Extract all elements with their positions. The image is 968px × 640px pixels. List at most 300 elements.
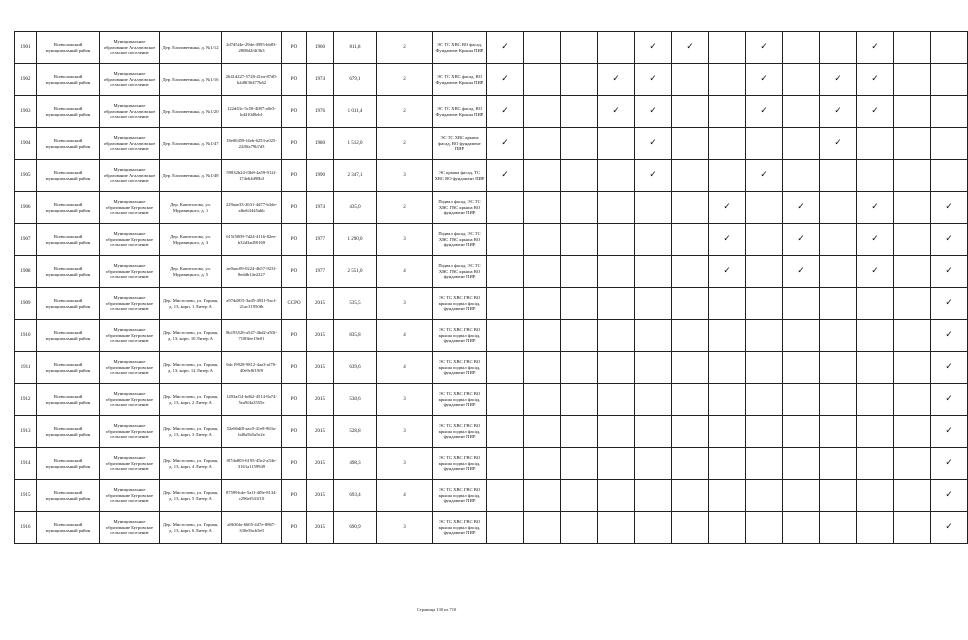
check-cell — [598, 256, 635, 288]
address-cell: Дер. Капитолово, ул. Муравицкого, д. 1 — [160, 192, 222, 224]
district-cell: Всеволожский муниципальный район — [37, 352, 100, 384]
guid-cell: 6dc19928-9812-4aa3-af70-40e9c8f19f9 — [222, 352, 282, 384]
check-cell — [635, 480, 672, 512]
district-cell: Всеволожский муниципальный район — [37, 288, 100, 320]
area-cell: 679,1 — [334, 64, 377, 96]
row-number: 1901 — [15, 32, 37, 64]
check-cell — [598, 32, 635, 64]
check-cell — [746, 160, 783, 192]
check-cell — [561, 160, 598, 192]
ownership-form-cell: ССРО — [282, 288, 307, 320]
check-cell — [894, 224, 931, 256]
floors-cell: 2 — [377, 96, 433, 128]
check-cell — [894, 480, 931, 512]
area-cell: 538,6 — [334, 384, 377, 416]
check-cell — [635, 128, 672, 160]
district-cell: Всеволожский муниципальный район — [37, 192, 100, 224]
check-cell — [672, 512, 709, 544]
district-cell: Всеволожский муниципальный район — [37, 416, 100, 448]
check-mark-icon: ✓ — [834, 138, 842, 148]
check-cell — [857, 416, 894, 448]
check-mark-icon: ✓ — [760, 170, 768, 180]
floors-cell: 2 — [377, 192, 433, 224]
address-cell: Дер. Мистолово, ул. Горная, д. 13, корп. 5 Литер А — [160, 480, 222, 512]
check-mark-icon: ✓ — [760, 42, 768, 52]
floors-cell: 4 — [377, 352, 433, 384]
check-cell — [561, 416, 598, 448]
settlement-cell: Муниципальное образование Бугровское сельское поселение — [100, 288, 160, 320]
guid-cell: f07da803-6195-45e2-a54e-3161a1159949 — [222, 448, 282, 480]
guid-cell: 52e66df8-aac0-41e8-963a-bd0a5b5a5e2e — [222, 416, 282, 448]
check-cell — [894, 448, 931, 480]
check-cell — [598, 160, 635, 192]
table-row — [15, 256, 968, 288]
check-cell — [820, 128, 857, 160]
check-cell — [487, 512, 524, 544]
check-cell — [709, 256, 746, 288]
check-cell — [857, 320, 894, 352]
check-cell — [487, 288, 524, 320]
floors-cell: 2 — [377, 32, 433, 64]
area-cell: 690,9 — [334, 512, 377, 544]
check-cell — [820, 192, 857, 224]
ownership-form-cell: РО — [282, 416, 307, 448]
check-mark-icon: ✓ — [871, 202, 879, 212]
works-cell: Подвал фасад, ЭС ТС ХВС ГВС крыша ВО фундамент ПИР — [433, 224, 487, 256]
check-cell — [746, 416, 783, 448]
check-mark-icon: ✓ — [945, 234, 953, 244]
district-cell: Всеволожский муниципальный район — [37, 160, 100, 192]
address-cell: Дер. Елизаветинка, д. №1/20 — [160, 96, 222, 128]
district-cell: Всеволожский муниципальный район — [37, 480, 100, 512]
settlement-cell: Муниципальное образование Агалатовское сельское поселение — [100, 32, 160, 64]
check-cell — [783, 512, 820, 544]
check-mark-icon: ✓ — [834, 106, 842, 116]
check-cell — [635, 384, 672, 416]
year-cell: 1960 — [307, 32, 334, 64]
check-cell — [635, 320, 672, 352]
year-cell: 1974 — [307, 192, 334, 224]
check-cell — [783, 64, 820, 96]
check-cell — [598, 352, 635, 384]
check-cell — [487, 96, 524, 128]
table-row — [15, 288, 968, 320]
district-cell: Всеволожский муниципальный район — [37, 32, 100, 64]
check-cell — [783, 96, 820, 128]
year-cell: 2015 — [307, 352, 334, 384]
ownership-form-cell: РО — [282, 320, 307, 352]
area-cell: 2 347,1 — [334, 160, 377, 192]
check-cell — [820, 416, 857, 448]
district-cell: Всеволожский муниципальный район — [37, 448, 100, 480]
year-cell: 1976 — [307, 96, 334, 128]
address-cell: Дер. Елизаветинка, д. №1/48 — [160, 160, 222, 192]
check-mark-icon: ✓ — [501, 42, 509, 52]
check-cell — [487, 256, 524, 288]
row-number: 1904 — [15, 128, 37, 160]
check-mark-icon: ✓ — [723, 266, 731, 276]
address-cell: Дер. Мистолово, ул. Горная, д. 13, корп. 2 Литер А — [160, 384, 222, 416]
ownership-form-cell: РО — [282, 96, 307, 128]
works-cell: ЭС ТС ХВС ГВС ВО крыша подвал фасад, фундамент ПИР — [433, 288, 487, 320]
table-row — [15, 224, 968, 256]
check-cell — [820, 288, 857, 320]
ownership-form-cell: РО — [282, 32, 307, 64]
check-cell — [709, 96, 746, 128]
area-cell: 693,4 — [334, 480, 377, 512]
district-cell: Всеволожский муниципальный район — [37, 96, 100, 128]
check-cell — [931, 96, 968, 128]
check-cell — [709, 128, 746, 160]
check-cell — [635, 352, 672, 384]
check-mark-icon: ✓ — [945, 490, 953, 500]
ownership-form-cell: РО — [282, 448, 307, 480]
area-cell: 1 011,4 — [334, 96, 377, 128]
check-mark-icon: ✓ — [797, 266, 805, 276]
check-cell — [487, 320, 524, 352]
row-number: 1906 — [15, 192, 37, 224]
floors-cell: 2 — [377, 128, 433, 160]
year-cell: 1977 — [307, 256, 334, 288]
check-mark-icon: ✓ — [871, 234, 879, 244]
check-cell — [561, 32, 598, 64]
guid-cell: 8b193526-a547-4bd2-a50f-7180fee19e01 — [222, 320, 282, 352]
address-cell: Дер. Мистолово, ул. Горная, д. 13, корп. 12 Литер А — [160, 352, 222, 384]
check-cell — [931, 256, 968, 288]
ownership-form-cell: РО — [282, 224, 307, 256]
check-cell — [820, 224, 857, 256]
check-cell — [783, 384, 820, 416]
check-cell — [783, 224, 820, 256]
table-row — [15, 320, 968, 352]
check-cell — [931, 224, 968, 256]
check-cell — [561, 64, 598, 96]
check-cell — [857, 96, 894, 128]
check-cell — [746, 384, 783, 416]
check-cell — [931, 416, 968, 448]
check-cell — [709, 416, 746, 448]
check-cell — [598, 416, 635, 448]
settlement-cell: Муниципальное образование Бугровское сельское поселение — [100, 256, 160, 288]
check-cell — [931, 448, 968, 480]
works-cell: ЭС ТС ХВС ГВС ВО крыша подвал фасад, фундамент ПИР — [433, 512, 487, 544]
check-cell — [709, 64, 746, 96]
check-cell — [857, 480, 894, 512]
guid-cell: 122d43c-5c58-4087-a0e3-bd410d9eb1 — [222, 96, 282, 128]
check-cell — [820, 256, 857, 288]
guid-cell: ae0aac09-0224-4b57-923f-8eddb14e2227 — [222, 256, 282, 288]
ownership-form-cell: РО — [282, 512, 307, 544]
check-cell — [561, 384, 598, 416]
address-cell: Дер. Елизаветинка, д. №1/16 — [160, 64, 222, 96]
check-cell — [635, 512, 672, 544]
check-cell — [672, 96, 709, 128]
ownership-form-cell: РО — [282, 352, 307, 384]
check-cell — [635, 32, 672, 64]
settlement-cell: Муниципальное образование Бугровское сельское поселение — [100, 224, 160, 256]
row-number: 1908 — [15, 256, 37, 288]
check-cell — [931, 64, 968, 96]
guid-cell: 2641d227-5728-41ea-87d0-b2d8f36477b62 — [222, 64, 282, 96]
guid-cell: 2d7d5f4e-29de-4995-bb83-2808d2f4f3b3 — [222, 32, 282, 64]
check-cell — [857, 384, 894, 416]
district-cell: Всеволожский муниципальный район — [37, 224, 100, 256]
check-cell — [746, 96, 783, 128]
check-cell — [524, 32, 561, 64]
settlement-cell: Муниципальное образование Агалатовское сельское поселение — [100, 128, 160, 160]
check-cell — [746, 320, 783, 352]
check-cell — [561, 288, 598, 320]
check-cell — [598, 192, 635, 224]
check-cell — [894, 512, 931, 544]
floors-cell: 3 — [377, 416, 433, 448]
check-mark-icon: ✓ — [945, 394, 953, 404]
ownership-form-cell: РО — [282, 480, 307, 512]
ownership-form-cell: РО — [282, 384, 307, 416]
check-mark-icon: ✓ — [760, 106, 768, 116]
check-cell — [561, 512, 598, 544]
table-row — [15, 448, 968, 480]
check-cell — [820, 160, 857, 192]
check-cell — [598, 448, 635, 480]
ownership-form-cell: РО — [282, 192, 307, 224]
floors-cell: 4 — [377, 256, 433, 288]
check-cell — [931, 384, 968, 416]
check-cell — [672, 256, 709, 288]
settlement-cell: Муниципальное образование Агалатовское сельское поселение — [100, 96, 160, 128]
check-mark-icon: ✓ — [649, 74, 657, 84]
check-cell — [598, 64, 635, 96]
works-cell: ЭС ТС ХВС ГВС ВО крыша подвал фасад, фундамент ПИР — [433, 320, 487, 352]
check-mark-icon: ✓ — [871, 266, 879, 276]
floors-cell: 3 — [377, 160, 433, 192]
check-cell — [820, 320, 857, 352]
check-cell — [598, 224, 635, 256]
check-cell — [561, 128, 598, 160]
check-cell — [783, 256, 820, 288]
table-row — [15, 384, 968, 416]
check-cell — [783, 320, 820, 352]
check-cell — [894, 352, 931, 384]
address-cell: Дер. Капитолово, ул. Муравицкого, д. 3 — [160, 224, 222, 256]
check-cell — [894, 32, 931, 64]
check-cell — [524, 416, 561, 448]
check-cell — [635, 416, 672, 448]
check-cell — [746, 480, 783, 512]
check-cell — [894, 128, 931, 160]
check-cell — [931, 160, 968, 192]
check-cell — [709, 480, 746, 512]
ownership-form-cell: РО — [282, 160, 307, 192]
table-row — [15, 96, 968, 128]
check-mark-icon: ✓ — [501, 170, 509, 180]
check-cell — [487, 480, 524, 512]
check-cell — [931, 192, 968, 224]
year-cell: 1990 — [307, 160, 334, 192]
row-number: 1913 — [15, 416, 37, 448]
settlement-cell: Муниципальное образование Агалатовское сельское поселение — [100, 160, 160, 192]
ownership-form-cell: РО — [282, 64, 307, 96]
check-cell — [931, 32, 968, 64]
works-cell: ЭС ТС ХВС ВО фасад, Фундамент Крыша ПИР — [433, 32, 487, 64]
check-cell — [672, 128, 709, 160]
district-cell: Всеволожский муниципальный район — [37, 384, 100, 416]
check-cell — [672, 384, 709, 416]
settlement-cell: Муниципальное образование Бугровское сельское поселение — [100, 480, 160, 512]
table-row — [15, 128, 968, 160]
check-mark-icon: ✓ — [945, 298, 953, 308]
check-cell — [672, 320, 709, 352]
check-cell — [746, 352, 783, 384]
check-cell — [561, 480, 598, 512]
check-cell — [487, 448, 524, 480]
check-cell — [524, 512, 561, 544]
guid-cell: 87599fcde-5a1f-4f8e-8134-c296ef541f10 — [222, 480, 282, 512]
check-cell — [635, 64, 672, 96]
check-cell — [857, 288, 894, 320]
check-cell — [672, 352, 709, 384]
district-cell: Всеволожский муниципальный район — [37, 256, 100, 288]
check-cell — [820, 32, 857, 64]
check-cell — [709, 384, 746, 416]
settlement-cell: Муниципальное образование Агалатовское сельское поселение — [100, 64, 160, 96]
address-cell: Дер. Мистолово, ул. Горная, д. 13, корп. 3 Литер А — [160, 416, 222, 448]
check-cell — [487, 64, 524, 96]
address-cell: Дер. Мистолово, ул. Горная, д. 13, корп. 1 Литер А — [160, 288, 222, 320]
check-cell — [672, 192, 709, 224]
check-cell — [709, 160, 746, 192]
check-cell — [709, 448, 746, 480]
check-cell — [487, 352, 524, 384]
area-cell: 1 290,0 — [334, 224, 377, 256]
check-cell — [783, 160, 820, 192]
check-mark-icon: ✓ — [501, 138, 509, 148]
check-cell — [931, 352, 968, 384]
check-cell — [894, 416, 931, 448]
check-mark-icon: ✓ — [871, 74, 879, 84]
check-cell — [783, 416, 820, 448]
address-cell: Дер. Мистолово, ул. Горная, д. 13, корп. 4 Литер А — [160, 448, 222, 480]
district-cell: Всеволожский муниципальный район — [37, 128, 100, 160]
check-cell — [709, 288, 746, 320]
check-cell — [894, 256, 931, 288]
guid-cell: a97dd815-3ad5-4931-9acf-21ac31950fb — [222, 288, 282, 320]
check-cell — [635, 96, 672, 128]
year-cell: 2015 — [307, 384, 334, 416]
check-cell — [561, 320, 598, 352]
check-cell — [561, 96, 598, 128]
area-cell: 435,0 — [334, 192, 377, 224]
check-cell — [524, 96, 561, 128]
row-number: 1902 — [15, 64, 37, 96]
check-mark-icon: ✓ — [834, 74, 842, 84]
table-row — [15, 160, 968, 192]
check-cell — [487, 32, 524, 64]
year-cell: 2015 — [307, 320, 334, 352]
settlement-cell: Муниципальное образование Бугровское сельское поселение — [100, 416, 160, 448]
check-mark-icon: ✓ — [797, 202, 805, 212]
check-cell — [894, 320, 931, 352]
check-mark-icon: ✓ — [871, 106, 879, 116]
row-number: 1912 — [15, 384, 37, 416]
check-cell — [820, 96, 857, 128]
district-cell: Всеволожский муниципальный район — [37, 512, 100, 544]
guid-cell: 229aae33-2631-4d77-b3de-afbeb3445abb — [222, 192, 282, 224]
check-cell — [931, 288, 968, 320]
works-cell: ЭС ТС ХВС ГВС ВО крыша подвал фасад, фундамент ПИР — [433, 384, 487, 416]
check-cell — [746, 448, 783, 480]
housing-register-table — [14, 31, 968, 544]
check-cell — [746, 224, 783, 256]
settlement-cell: Муниципальное образование Бугровское сельское поселение — [100, 320, 160, 352]
check-cell — [709, 224, 746, 256]
year-cell: 1980 — [307, 128, 334, 160]
floors-cell: 4 — [377, 320, 433, 352]
floors-cell: 2 — [377, 64, 433, 96]
check-mark-icon: ✓ — [723, 202, 731, 212]
area-cell: 835,8 — [334, 320, 377, 352]
check-mark-icon: ✓ — [945, 458, 953, 468]
check-mark-icon: ✓ — [945, 330, 953, 340]
check-cell — [783, 448, 820, 480]
check-cell — [820, 352, 857, 384]
check-cell — [709, 192, 746, 224]
check-cell — [598, 128, 635, 160]
guid-cell: 615f5009-7d24-4116-82ee-b32d3ad50169 — [222, 224, 282, 256]
address-cell: Дер. Елизаветинка, д. №1/47 — [160, 128, 222, 160]
check-mark-icon: ✓ — [649, 42, 657, 52]
address-cell: Дер. Капитолово, ул. Муравицкого, д. 5 — [160, 256, 222, 288]
works-cell: ЭС ТС ХВС ГВС ВО крыша подвал фасад, фундамент ПИР — [433, 416, 487, 448]
check-cell — [709, 352, 746, 384]
address-cell: Дер. Мистолово, ул. Горная, д. 13, корп. 6 Литер А — [160, 512, 222, 544]
check-cell — [857, 448, 894, 480]
check-cell — [894, 96, 931, 128]
area-cell: 639,6 — [334, 352, 377, 384]
check-cell — [894, 160, 931, 192]
check-cell — [524, 224, 561, 256]
check-mark-icon: ✓ — [797, 234, 805, 244]
check-cell — [598, 320, 635, 352]
check-mark-icon: ✓ — [612, 106, 620, 116]
check-cell — [746, 128, 783, 160]
check-cell — [857, 160, 894, 192]
check-cell — [487, 192, 524, 224]
check-cell — [783, 32, 820, 64]
check-mark-icon: ✓ — [649, 106, 657, 116]
works-cell: Подвал фасад, ЭС ТС ХВС ГВС крыша ВО фундамент ПИР — [433, 256, 487, 288]
page-footer: Страница 130 из 710 — [416, 607, 457, 612]
check-cell — [635, 256, 672, 288]
table-row — [15, 352, 968, 384]
row-number: 1915 — [15, 480, 37, 512]
check-cell — [820, 480, 857, 512]
table-body — [15, 32, 968, 544]
check-cell — [746, 288, 783, 320]
floors-cell: 3 — [377, 224, 433, 256]
check-cell — [598, 288, 635, 320]
works-cell: ЭС ТС ХВС фасад, ВО Фундамент Крыша ПИР — [433, 96, 487, 128]
check-cell — [672, 32, 709, 64]
year-cell: 2015 — [307, 416, 334, 448]
year-cell: 1974 — [307, 64, 334, 96]
settlement-cell: Муниципальное образование Бугровское сельское поселение — [100, 352, 160, 384]
check-mark-icon: ✓ — [723, 234, 731, 244]
row-number: 1909 — [15, 288, 37, 320]
check-cell — [635, 192, 672, 224]
area-cell: 528,8 — [334, 416, 377, 448]
check-mark-icon: ✓ — [871, 42, 879, 52]
